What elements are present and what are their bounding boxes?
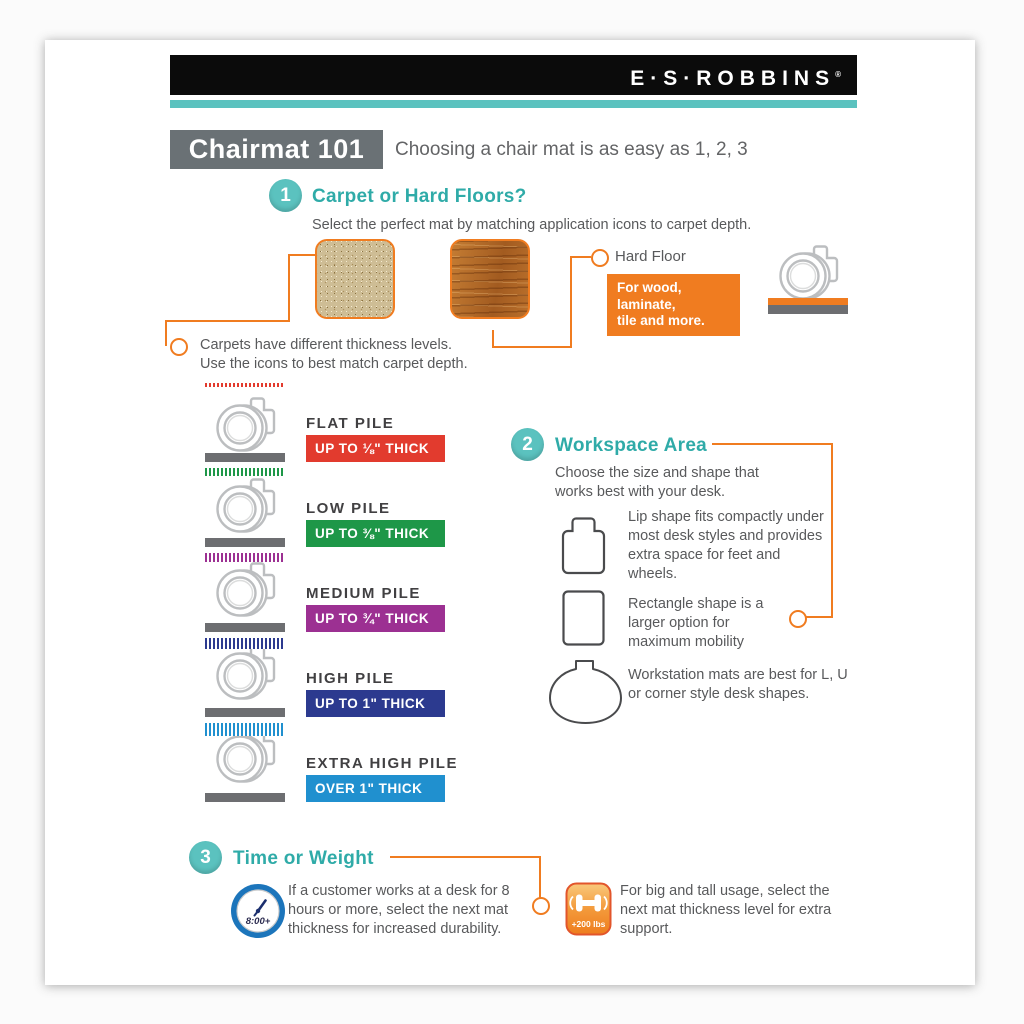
step2-subtext (555, 464, 759, 502)
step3-number-badge: 3 (189, 841, 222, 874)
low-pile-caster-icon (205, 477, 285, 547)
carpet-note-line1: Carpets have different thickness levels. (200, 337, 453, 353)
hardwood-texture-image (450, 239, 530, 319)
time-description: If a customer works at a desk for 8 hours or more, select the next mat thickness for increased durability. (288, 883, 510, 937)
hard-floor-callout-line2: tile and more. (617, 313, 705, 328)
step1-heading: Carpet or Hard Floors? (312, 186, 527, 207)
floor-base-strip (205, 708, 285, 717)
hard-floor-label: Hard Floor (615, 248, 686, 265)
flat-pile-caster-icon (205, 392, 285, 462)
high-pile-label: HIGH PILE (306, 670, 395, 687)
caster-wheel-icon (208, 561, 282, 617)
caster-wheel-icon (771, 244, 845, 300)
medium-pile-thickness-bar: UP TO ¾" THICK (306, 605, 445, 632)
step1-number-badge: 1 (269, 179, 302, 212)
flat-pile-carpet-strip (205, 383, 285, 387)
extra-high-pile-label: EXTRA HIGH PILE (306, 755, 458, 772)
rectangle-shape-description: Rectangle shape is a larger option for maximum mobility (628, 596, 764, 650)
step2-subtext-line2: works best with your desk. (555, 484, 726, 500)
step1-subtext: Select the perfect mat by matching application icons to carpet depth. (312, 217, 752, 233)
weight-description: For big and tall usage, select the next mat thickness level for extra support. (620, 883, 832, 937)
clock-icon (230, 883, 286, 939)
workstation-shape-description: Workstation mats are best for L, U or corner style desk shapes. (628, 667, 848, 702)
carpet-note (200, 336, 468, 374)
registered-mark: ® (835, 70, 841, 79)
low-pile-thickness-bar: UP TO ⅜" THICK (306, 520, 445, 547)
hardfloor-caster-icon (768, 244, 848, 314)
medium-pile-label: MEDIUM PILE (306, 585, 421, 602)
accent-stripe (170, 100, 857, 108)
infographic-page (45, 40, 975, 985)
flat-pile-thickness-bar: UP TO ⅛" THICK (306, 435, 445, 462)
step2-subtext-line1: Choose the size and shape that (555, 465, 759, 481)
floor-base-strip (205, 453, 285, 462)
floor-base-strip (205, 538, 285, 547)
high-pile-carpet-strip (205, 638, 285, 649)
caster-wheel-icon (208, 644, 282, 700)
brand-header-bar (170, 55, 857, 95)
carpet-connector-line-a (288, 254, 315, 321)
low-pile-carpet-strip (205, 468, 285, 476)
medium-pile-carpet-strip (205, 553, 285, 562)
hard-floor-callout-line1: For wood, laminate, (617, 280, 682, 312)
brand-logo: E·S·ROBBINS® (630, 67, 841, 90)
hardfloor-connector-line-a (492, 330, 570, 348)
workstation-shape-icon (545, 658, 627, 726)
floor-base-strip (205, 793, 285, 802)
caster-wheel-icon (208, 396, 282, 452)
extra-high-pile-carpet-strip (205, 723, 285, 736)
flat-pile-label: FLAT PILE (306, 415, 395, 432)
page-title: Chairmat 101 (170, 130, 383, 169)
rectangle-shape-icon (562, 590, 605, 646)
carpet-note-line2: Use the icons to best match carpet depth. (200, 356, 468, 372)
clock-time-label: 8:00+ (245, 916, 271, 927)
caster-wheel-icon (208, 477, 282, 533)
extra-high-pile-thickness-bar: OVER 1" THICK (306, 775, 445, 802)
high-pile-caster-icon (205, 647, 285, 717)
weight-limit-label: +200 lbs (571, 919, 606, 929)
low-pile-label: LOW PILE (306, 500, 391, 517)
carpet-texture-image (315, 239, 395, 319)
lip-shape-description: Lip shape fits compactly under most desk styles and provides extra space for feet and wheels. (628, 509, 824, 582)
step3-heading: Time or Weight (233, 848, 374, 869)
carpet-connector-dot (170, 338, 188, 356)
weight-icon (565, 882, 612, 936)
floor-base-strip (205, 623, 285, 632)
extra-high-pile-caster-icon (205, 732, 285, 802)
hardfloor-surface-strip (768, 298, 848, 305)
hardfloor-connector-dot (591, 249, 609, 267)
hard-floor-callout (607, 274, 740, 336)
floor-base-strip (768, 305, 848, 314)
step2-heading: Workspace Area (555, 435, 708, 456)
page-tagline: Choosing a chair mat is as easy as 1, 2, 3 (395, 139, 748, 160)
step2-number-badge: 2 (511, 428, 544, 461)
high-pile-thickness-bar: UP TO 1" THICK (306, 690, 445, 717)
workspace-connector-stub (804, 616, 833, 618)
hardfloor-connector-line-b (570, 256, 591, 348)
lip-shape-icon (560, 516, 607, 576)
medium-pile-caster-icon (205, 562, 285, 632)
